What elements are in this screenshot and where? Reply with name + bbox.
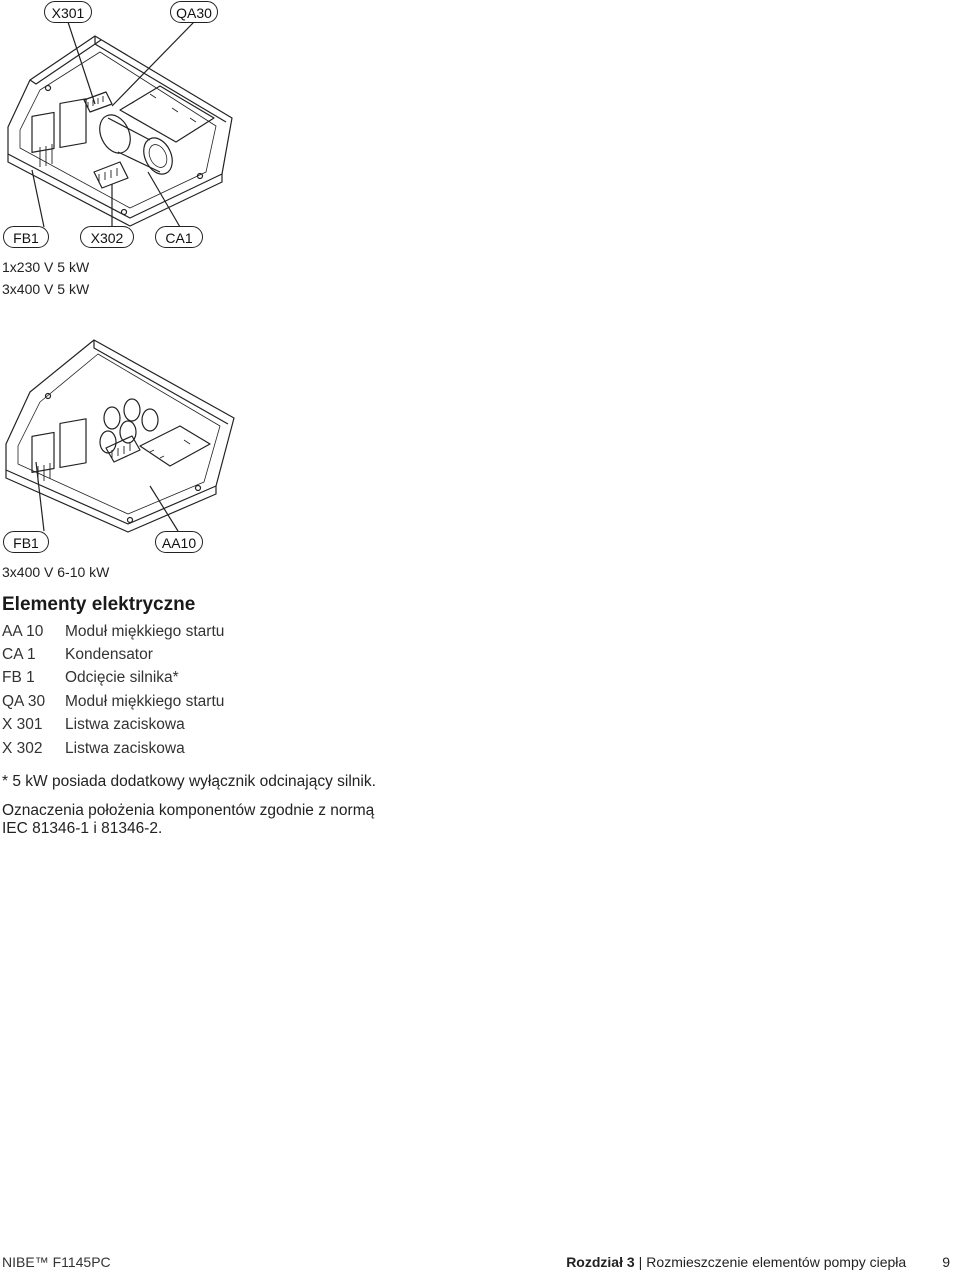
- label-aa10: AA10: [155, 531, 203, 553]
- legend-desc: Kondensator: [65, 646, 153, 664]
- legend-desc: Listwa zaciskowa: [65, 739, 185, 757]
- chapter-label: Rozdział 3: [566, 1254, 635, 1270]
- legend-code: CA 1: [2, 646, 36, 664]
- figure1-caption-line1: 1x230 V 5 kW: [2, 259, 90, 275]
- legend-desc: Odcięcie silnika*: [65, 669, 179, 687]
- label-ca1: CA1: [155, 226, 203, 248]
- legend-desc: Listwa zaciskowa: [65, 716, 185, 734]
- standard-note-line2: IEC 81346-1 i 81346-2.: [2, 820, 163, 837]
- legend-desc: Moduł miękkiego startu: [65, 622, 225, 640]
- figure2-caption: 3x400 V 6-10 kW: [2, 564, 110, 580]
- page-number: 9: [942, 1254, 950, 1270]
- label-fb1: FB1: [3, 226, 49, 248]
- legend-code: X 302: [2, 739, 43, 757]
- label-qa30: QA30: [170, 1, 218, 23]
- legend-row: [2, 667, 224, 690]
- legend-code: QA 30: [2, 692, 46, 710]
- legend-row: [2, 620, 224, 643]
- standard-note-line1: Oznaczenia położenia komponentów zgodnie z normą: [2, 802, 375, 819]
- legend-row: [2, 714, 224, 737]
- figure1-caption-line2: 3x400 V 5 kW: [2, 281, 90, 297]
- legend-code: X 301: [2, 716, 43, 734]
- brand-model: NIBE™ F1145PC: [2, 1254, 111, 1270]
- legend-row: [2, 643, 224, 666]
- label-fb1-fig2: FB1: [3, 531, 49, 553]
- legend-code: AA 10: [2, 622, 44, 640]
- footnote: * 5 kW posiada dodatkowy wyłącznik odcinający silnik.: [2, 773, 376, 790]
- electrical-box-5kw-drawing: [0, 22, 260, 252]
- chapter-title: Rozmieszczenie elementów pompy ciepła: [646, 1254, 907, 1270]
- legend-row: [2, 690, 224, 713]
- chapter-info: [566, 1254, 950, 1270]
- page-footer: [0, 1252, 960, 1272]
- section-title: Elementy elektryczne: [2, 594, 196, 615]
- legend-row: [2, 737, 224, 760]
- legend-desc: Moduł miękkiego startu: [65, 692, 225, 710]
- chapter-separator: |: [638, 1254, 643, 1270]
- electrical-box-6-10kw-drawing: [0, 336, 240, 536]
- label-x302: X302: [80, 226, 134, 248]
- component-legend: [2, 620, 224, 760]
- label-x301: X301: [44, 1, 92, 23]
- legend-code: FB 1: [2, 669, 35, 687]
